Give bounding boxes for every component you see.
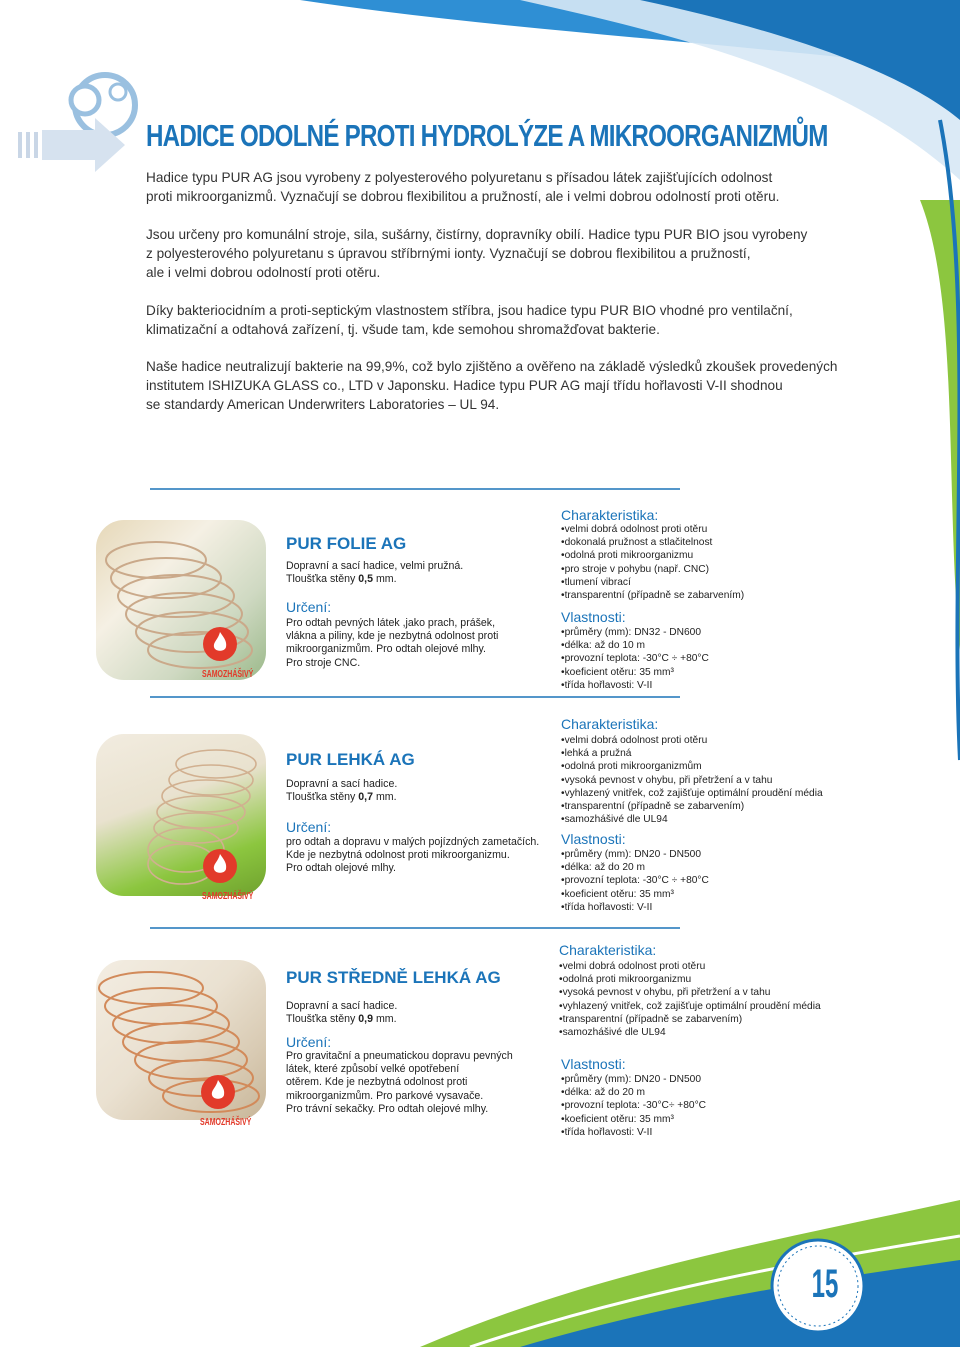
product-name: PUR FOLIE AG	[286, 534, 407, 553]
wall-thickness: Tloušťka stěny 0,7 mm.	[286, 791, 397, 803]
properties-list: • průměry (mm): DN32 - DN600 • délka: až do 10 m • provozní teplota: -30°C ÷ +80°C • koeficient otěru: 35 mm³ • třída hořlavosti: V-II	[561, 626, 709, 692]
characteristics-list: • velmi dobrá odolnost proti otěru • dokonalá pružnost a stlačitelnost • odolná proti mikroorganizmu • pro stroje v pohybu (např. CNC) • tlumení vibrací • transparentní (případně se zabarvením)	[561, 523, 744, 602]
properties-heading: Vlastnosti:	[561, 1056, 626, 1072]
characteristics-heading: Charakteristika:	[561, 507, 659, 523]
self-extinguishing-badge: SAMOZHÁŠIVÝ	[200, 1074, 273, 1128]
product-description: Dopravní a sací hadice.	[286, 778, 398, 790]
characteristics-heading: Charakteristika:	[561, 716, 659, 732]
flame-icon	[202, 848, 238, 884]
properties-heading: Vlastnosti:	[561, 831, 626, 847]
characteristics-list: • velmi dobrá odolnost proti otěru • lehká a pružná • odolná proti mikroorganizmům • vysoká pevnost v ohybu, při přetržení a v tahu • vyhlazený vnitřek, což zajišťuje optimální proudění média • transparentní (případně se zabarvením) • samozhášivé dle UL94	[561, 734, 823, 826]
use-text: pro odtah a dopravu v malých pojízdných zametačích. Kde je nezbytná odolnost proti mikroorganizmu. Pro odtah olejové mlhy.	[286, 836, 540, 875]
flame-icon	[202, 626, 238, 662]
use-heading: Určení:	[286, 1034, 332, 1050]
bacteria-paragraph: Naše hadice neutralizují bakterie na 99,9%, což bylo zjištěno a ověřeno na základě výsledků zkoušek provedených institutem ISHIZUKA GLASS co., LTD v Japonsku. Hadice typu PUR AG mají třídu hořlavosti V-II shodnou se standardy American Underwriters Laboratories – UL 94.	[146, 359, 838, 412]
properties-heading: Vlastnosti:	[561, 609, 626, 625]
product-description: Dopravní a sací hadice.	[286, 1000, 398, 1012]
silver-paragraph: Díky bakteriocidním a proti-septickým vlastnostem stříbra, jsou hadice typu PUR BIO vhodné pro ventilační, klimatizační a odtahová zařízení, tj. všude tam, kde semohou shromažďovat bakterie.	[146, 303, 793, 337]
use-text: Pro odtah pevných látek ,jako prach, prášek, vlákna a piliny, kde je nezbytná odolnost proti mikroorganizmům. Pro odtah olejové mlhy. Pro stroje CNC.	[286, 617, 499, 669]
self-extinguishing-badge: SAMOZHÁŠIVÝ	[202, 848, 275, 902]
use-text: Pro gravitační a pneumatickou dopravu pevných látek, které způsobí velké opotřebení otěrem. Kde je nezbytná odolnost proti mikroorganizmům. Pro parkové vysavače. Pro trávní sekačky. Pro odtah olejové mlhy.	[286, 1050, 513, 1115]
properties-list: • průměry (mm): DN20 - DN500 • délka: až do 20 m • provozní teplota: -30°C÷ +80°C • koeficient otěru: 35 mm³ • třída hořlavosti: V-II	[561, 1073, 706, 1139]
usage-paragraph: Jsou určeny pro komunální stroje, sila, sušárny, čistírny, dopravníky obilí. Hadice typu PUR BIO jsou vyrobeny z polyesterového polyuretanu s úpravou stříbrnými ionty. Vyznačují se dobrou flexibilitou a pružností, ale i velmi dobrou odolností proti otěru.	[146, 227, 808, 280]
characteristics-heading: Charakteristika:	[559, 942, 657, 958]
product-name: PUR LEHKÁ AG	[286, 750, 415, 769]
intro-paragraph: Hadice typu PUR AG jsou vyrobeny z polyesterového polyuretanu s přísadou látek zajišťujících odolnost proti mikroorganizmů. Vyznačují se dobrou flexibilitou a pružností, ale i velmi dobrou odolností proti otěru.	[146, 170, 780, 204]
wall-thickness: Tloušťka stěny 0,9 mm.	[286, 1013, 397, 1025]
characteristics-list: • velmi dobrá odolnost proti otěru • odolná proti mikroorganizmu • vysoká pevnost v ohybu, při přetržení a v tahu • vyhlazený vnitřek, což zajišťuje optimální proudění média • transparentní (případně se zabarvením) • samozhášivé dle UL94	[559, 960, 821, 1039]
page-number: 15	[811, 1262, 839, 1306]
product-name: PUR STŘEDNĚ LEHKÁ AG	[286, 968, 501, 987]
page-title: HADICE ODOLNÉ PROTI HYDROLÝZE A MIKROORGANIZMŮM	[146, 118, 828, 153]
product-description: Dopravní a sací hadice, velmi pružná.	[286, 560, 464, 572]
flame-icon	[200, 1074, 236, 1110]
properties-list: • průměry (mm): DN20 - DN500 • délka: až do 20 m • provozní teplota: -30°C ÷ +80°C • koeficient otěru: 35 mm³ • třída hořlavosti: V-II	[561, 848, 709, 914]
wall-thickness: Tloušťka stěny 0,5 mm.	[286, 573, 397, 585]
self-extinguishing-badge: SAMOZHÁŠIVÝ	[202, 626, 275, 680]
use-heading: Určení:	[286, 599, 332, 615]
use-heading: Určení:	[286, 819, 332, 835]
